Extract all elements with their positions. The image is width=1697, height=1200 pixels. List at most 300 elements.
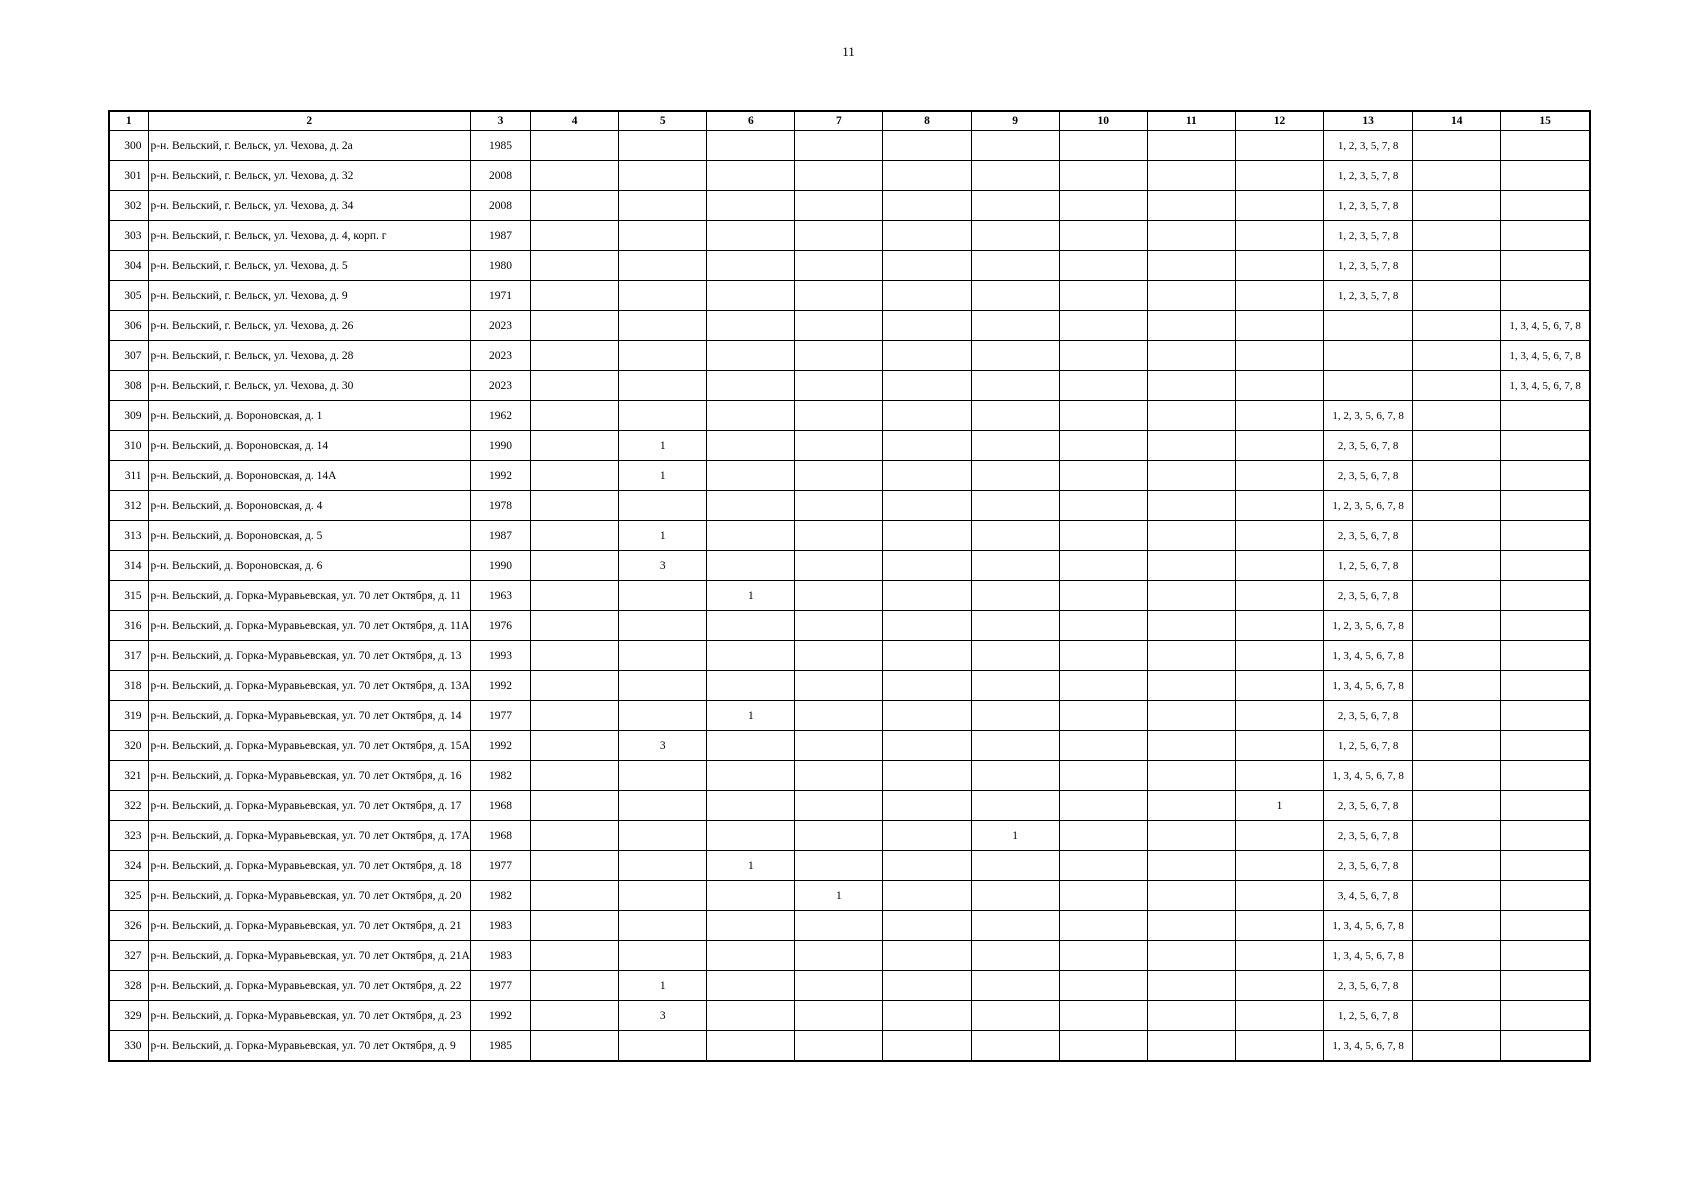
cell-year-built: 1983 [470,941,530,971]
cell-col-13: 1, 2, 3, 5, 6, 7, 8 [1324,401,1413,431]
cell-col-14 [1413,491,1501,521]
cell-col-5 [619,581,707,611]
cell-col-12 [1235,911,1323,941]
cell-col-9 [971,161,1059,191]
cell-col-6 [707,371,795,401]
cell-address: р-н. Вельский, д. Горка-Муравьевская, ул. 70 лет Октября, д. 20 [148,881,470,911]
cell-col-14 [1413,791,1501,821]
cell-col-6: 1 [707,851,795,881]
cell-col-13: 1, 2, 3, 5, 7, 8 [1324,161,1413,191]
column-header-5: 5 [619,111,707,131]
cell-col-10 [1059,521,1147,551]
cell-col-7 [795,851,883,881]
cell-row-number: 330 [109,1031,148,1062]
cell-col-9 [971,551,1059,581]
cell-col-11 [1147,401,1235,431]
table-row [109,761,1590,791]
cell-year-built: 1963 [470,581,530,611]
table-row [109,161,1590,191]
cell-year-built: 1968 [470,821,530,851]
cell-row-number: 303 [109,221,148,251]
cell-col-15 [1501,251,1590,281]
cell-col-8 [883,221,971,251]
cell-col-14 [1413,821,1501,851]
cell-col-5 [619,221,707,251]
page-number: 11 [842,44,855,59]
cell-year-built: 1962 [470,401,530,431]
cell-col-5 [619,251,707,281]
cell-col-14 [1413,551,1501,581]
cell-col-7 [795,311,883,341]
column-header-13: 13 [1324,111,1413,131]
cell-address: р-н. Вельский, г. Вельск, ул. Чехова, д. 4, корп. г [148,221,470,251]
cell-col-15 [1501,131,1590,161]
cell-col-13: 1, 2, 5, 6, 7, 8 [1324,731,1413,761]
cell-col-4 [531,1001,619,1031]
cell-col-5 [619,491,707,521]
column-header-11: 11 [1147,111,1235,131]
cell-row-number: 302 [109,191,148,221]
cell-col-9 [971,731,1059,761]
cell-col-7 [795,551,883,581]
cell-col-4 [531,1031,619,1062]
cell-col-7 [795,401,883,431]
cell-col-9 [971,191,1059,221]
cell-col-14 [1413,641,1501,671]
cell-col-15: 1, 3, 4, 5, 6, 7, 8 [1501,311,1590,341]
cell-col-13: 2, 3, 5, 6, 7, 8 [1324,461,1413,491]
cell-col-8 [883,431,971,461]
cell-col-9 [971,701,1059,731]
cell-col-15 [1501,851,1590,881]
cell-col-15: 1, 3, 4, 5, 6, 7, 8 [1501,371,1590,401]
cell-col-15 [1501,821,1590,851]
cell-col-10 [1059,731,1147,761]
cell-col-4 [531,821,619,851]
cell-col-10 [1059,401,1147,431]
cell-col-8 [883,821,971,851]
cell-col-14 [1413,341,1501,371]
cell-col-8 [883,851,971,881]
cell-year-built: 1982 [470,881,530,911]
cell-col-15 [1501,491,1590,521]
cell-address: р-н. Вельский, д. Горка-Муравьевская, ул. 70 лет Октября, д. 17 [148,791,470,821]
cell-col-6 [707,251,795,281]
cell-address: р-н. Вельский, д. Вороновская, д. 14 [148,431,470,461]
cell-col-5 [619,131,707,161]
cell-year-built: 1983 [470,911,530,941]
cell-col-6 [707,551,795,581]
cell-col-9 [971,461,1059,491]
cell-col-12 [1235,581,1323,611]
cell-col-13: 2, 3, 5, 6, 7, 8 [1324,701,1413,731]
cell-col-8 [883,881,971,911]
cell-col-11 [1147,911,1235,941]
cell-col-14 [1413,311,1501,341]
cell-col-15 [1501,281,1590,311]
cell-col-11 [1147,731,1235,761]
cell-col-6 [707,821,795,851]
cell-col-7 [795,791,883,821]
cell-col-14 [1413,1001,1501,1031]
cell-address: р-н. Вельский, д. Вороновская, д. 5 [148,521,470,551]
cell-col-10 [1059,761,1147,791]
cell-col-15 [1501,911,1590,941]
cell-col-11 [1147,341,1235,371]
cell-col-7 [795,281,883,311]
cell-col-4 [531,311,619,341]
table-row [109,641,1590,671]
cell-col-10 [1059,161,1147,191]
cell-col-6 [707,641,795,671]
cell-row-number: 326 [109,911,148,941]
cell-row-number: 315 [109,581,148,611]
cell-col-6 [707,791,795,821]
cell-col-9 [971,581,1059,611]
cell-col-10 [1059,1031,1147,1062]
cell-col-8 [883,671,971,701]
cell-col-6 [707,971,795,1001]
table-row [109,701,1590,731]
cell-col-11 [1147,971,1235,1001]
cell-col-4 [531,551,619,581]
cell-address: р-н. Вельский, д. Вороновская, д. 6 [148,551,470,581]
cell-col-6: 1 [707,581,795,611]
table-row [109,731,1590,761]
cell-col-14 [1413,941,1501,971]
cell-col-15 [1501,641,1590,671]
table-row [109,1001,1590,1031]
column-header-9: 9 [971,111,1059,131]
cell-year-built: 1993 [470,641,530,671]
cell-col-8 [883,941,971,971]
cell-col-10 [1059,581,1147,611]
cell-year-built: 1985 [470,1031,530,1062]
cell-col-13: 3, 4, 5, 6, 7, 8 [1324,881,1413,911]
cell-col-5 [619,941,707,971]
cell-col-10 [1059,191,1147,221]
cell-col-4 [531,761,619,791]
cell-row-number: 329 [109,1001,148,1031]
table-row [109,881,1590,911]
cell-address: р-н. Вельский, г. Вельск, ул. Чехова, д. 30 [148,371,470,401]
cell-col-14 [1413,431,1501,461]
cell-col-15 [1501,731,1590,761]
cell-col-9 [971,401,1059,431]
cell-col-7 [795,581,883,611]
cell-col-5: 1 [619,521,707,551]
cell-col-13: 1, 3, 4, 5, 6, 7, 8 [1324,1031,1413,1062]
cell-col-9 [971,1031,1059,1062]
cell-col-15 [1501,671,1590,701]
column-header-1: 1 [109,111,148,131]
cell-col-15 [1501,701,1590,731]
cell-col-13 [1324,311,1413,341]
cell-col-8 [883,371,971,401]
cell-address: р-н. Вельский, д. Горка-Муравьевская, ул. 70 лет Октября, д. 11А [148,611,470,641]
cell-col-14 [1413,131,1501,161]
cell-col-9 [971,761,1059,791]
cell-col-12 [1235,881,1323,911]
cell-row-number: 307 [109,341,148,371]
cell-col-7 [795,491,883,521]
cell-col-9 [971,131,1059,161]
cell-col-8 [883,131,971,161]
cell-year-built: 1976 [470,611,530,641]
cell-col-11 [1147,551,1235,581]
cell-col-10 [1059,1001,1147,1031]
cell-col-14 [1413,461,1501,491]
cell-row-number: 321 [109,761,148,791]
table-row [109,431,1590,461]
cell-col-10 [1059,911,1147,941]
cell-col-14 [1413,611,1501,641]
cell-col-6 [707,491,795,521]
cell-col-11 [1147,611,1235,641]
column-header-15: 15 [1501,111,1590,131]
cell-col-10 [1059,671,1147,701]
cell-address: р-н. Вельский, д. Горка-Муравьевская, ул. 70 лет Октября, д. 22 [148,971,470,1001]
cell-row-number: 305 [109,281,148,311]
cell-col-5 [619,311,707,341]
table-row [109,461,1590,491]
cell-col-14 [1413,671,1501,701]
cell-col-13: 2, 3, 5, 6, 7, 8 [1324,851,1413,881]
cell-col-5 [619,791,707,821]
cell-col-12 [1235,611,1323,641]
column-header-3: 3 [470,111,530,131]
cell-col-11 [1147,311,1235,341]
cell-col-8 [883,971,971,1001]
cell-col-13: 2, 3, 5, 6, 7, 8 [1324,431,1413,461]
cell-col-15 [1501,461,1590,491]
cell-row-number: 310 [109,431,148,461]
cell-col-12 [1235,821,1323,851]
cell-address: р-н. Вельский, д. Горка-Муравьевская, ул. 70 лет Октября, д. 13А [148,671,470,701]
cell-year-built: 2023 [470,341,530,371]
cell-col-14 [1413,1031,1501,1062]
cell-col-12 [1235,551,1323,581]
cell-col-5: 1 [619,431,707,461]
cell-col-15 [1501,221,1590,251]
cell-col-4 [531,491,619,521]
cell-col-4 [531,431,619,461]
cell-col-9 [971,881,1059,911]
cell-col-15 [1501,761,1590,791]
cell-col-13: 1, 2, 3, 5, 6, 7, 8 [1324,491,1413,521]
cell-col-5 [619,821,707,851]
cell-col-9 [971,311,1059,341]
column-header-4: 4 [531,111,619,131]
cell-col-12 [1235,221,1323,251]
cell-col-8 [883,1031,971,1062]
cell-col-10 [1059,431,1147,461]
cell-col-14 [1413,881,1501,911]
cell-col-7 [795,251,883,281]
cell-col-7 [795,1031,883,1062]
cell-col-11 [1147,581,1235,611]
cell-col-10 [1059,941,1147,971]
cell-col-10 [1059,461,1147,491]
cell-col-11 [1147,1031,1235,1062]
table-row [109,221,1590,251]
cell-col-7 [795,191,883,221]
cell-col-7 [795,971,883,1001]
cell-col-9 [971,431,1059,461]
table-row [109,341,1590,371]
cell-col-12 [1235,161,1323,191]
cell-col-5 [619,881,707,911]
cell-col-13: 1, 3, 4, 5, 6, 7, 8 [1324,671,1413,701]
cell-col-4 [531,701,619,731]
cell-col-5: 3 [619,551,707,581]
cell-col-4 [531,851,619,881]
cell-col-5 [619,161,707,191]
cell-col-13: 1, 2, 3, 5, 7, 8 [1324,131,1413,161]
table-row [109,371,1590,401]
cell-col-6 [707,401,795,431]
cell-col-6 [707,671,795,701]
cell-col-4 [531,881,619,911]
cell-address: р-н. Вельский, д. Горка-Муравьевская, ул. 70 лет Октября, д. 17А [148,821,470,851]
cell-row-number: 328 [109,971,148,1001]
table-body [109,131,1590,1062]
cell-address: р-н. Вельский, д. Горка-Муравьевская, ул. 70 лет Октября, д. 16 [148,761,470,791]
cell-col-10 [1059,881,1147,911]
cell-col-8 [883,281,971,311]
cell-col-4 [531,791,619,821]
cell-col-8 [883,731,971,761]
cell-col-7 [795,461,883,491]
cell-col-12 [1235,341,1323,371]
cell-row-number: 300 [109,131,148,161]
cell-year-built: 1990 [470,551,530,581]
table-row [109,581,1590,611]
cell-col-12 [1235,491,1323,521]
cell-col-6 [707,161,795,191]
column-header-10: 10 [1059,111,1147,131]
cell-col-9: 1 [971,821,1059,851]
cell-col-14 [1413,191,1501,221]
cell-year-built: 1968 [470,791,530,821]
cell-row-number: 319 [109,701,148,731]
cell-row-number: 304 [109,251,148,281]
cell-year-built: 1978 [470,491,530,521]
column-header-7: 7 [795,111,883,131]
cell-col-5 [619,851,707,881]
cell-col-12 [1235,701,1323,731]
cell-col-7 [795,701,883,731]
cell-col-9 [971,251,1059,281]
cell-row-number: 327 [109,941,148,971]
cell-year-built: 2008 [470,191,530,221]
cell-col-6 [707,431,795,461]
cell-col-14 [1413,701,1501,731]
cell-col-8 [883,461,971,491]
cell-address: р-н. Вельский, д. Горка-Муравьевская, ул. 70 лет Октября, д. 21 [148,911,470,941]
cell-col-13: 1, 2, 5, 6, 7, 8 [1324,1001,1413,1031]
cell-col-6 [707,281,795,311]
cell-col-4 [531,911,619,941]
cell-col-12 [1235,281,1323,311]
table-row [109,401,1590,431]
cell-col-7 [795,371,883,401]
cell-address: р-н. Вельский, д. Горка-Муравьевская, ул. 70 лет Октября, д. 15А [148,731,470,761]
cell-address: р-н. Вельский, г. Вельск, ул. Чехова, д. 9 [148,281,470,311]
cell-col-10 [1059,611,1147,641]
cell-col-11 [1147,521,1235,551]
cell-year-built: 2023 [470,311,530,341]
cell-row-number: 313 [109,521,148,551]
cell-col-12 [1235,671,1323,701]
cell-col-6 [707,221,795,251]
cell-col-14 [1413,221,1501,251]
cell-col-6 [707,881,795,911]
cell-year-built: 1992 [470,1001,530,1031]
cell-address: р-н. Вельский, г. Вельск, ул. Чехова, д. 26 [148,311,470,341]
cell-col-11 [1147,941,1235,971]
cell-col-4 [531,251,619,281]
cell-col-13: 2, 3, 5, 6, 7, 8 [1324,581,1413,611]
cell-col-14 [1413,971,1501,1001]
cell-year-built: 1971 [470,281,530,311]
cell-col-11 [1147,251,1235,281]
cell-col-10 [1059,281,1147,311]
cell-col-12 [1235,401,1323,431]
cell-col-10 [1059,311,1147,341]
column-header-14: 14 [1413,111,1501,131]
cell-address: р-н. Вельский, д. Горка-Муравьевская, ул. 70 лет Октября, д. 13 [148,641,470,671]
cell-col-8 [883,1001,971,1031]
cell-col-13: 1, 2, 3, 5, 7, 8 [1324,191,1413,221]
cell-col-13: 1, 2, 3, 5, 7, 8 [1324,281,1413,311]
cell-col-8 [883,491,971,521]
cell-col-15 [1501,1001,1590,1031]
cell-address: р-н. Вельский, г. Вельск, ул. Чехова, д. 32 [148,161,470,191]
cell-col-7 [795,431,883,461]
cell-col-11 [1147,671,1235,701]
cell-col-8 [883,581,971,611]
cell-col-13: 2, 3, 5, 6, 7, 8 [1324,791,1413,821]
cell-col-14 [1413,761,1501,791]
cell-row-number: 317 [109,641,148,671]
cell-col-11 [1147,131,1235,161]
cell-row-number: 311 [109,461,148,491]
cell-year-built: 1977 [470,851,530,881]
cell-col-12 [1235,521,1323,551]
cell-col-5: 1 [619,971,707,1001]
cell-col-11 [1147,281,1235,311]
cell-col-14 [1413,251,1501,281]
table-row [109,821,1590,851]
table-row [109,551,1590,581]
housing-register-table [108,110,1591,1062]
cell-col-5: 1 [619,461,707,491]
table-row [109,911,1590,941]
cell-col-7 [795,1001,883,1031]
cell-address: р-н. Вельский, г. Вельск, ул. Чехова, д. 28 [148,341,470,371]
cell-col-4 [531,641,619,671]
cell-address: р-н. Вельский, д. Горка-Муравьевская, ул. 70 лет Октября, д. 18 [148,851,470,881]
table-row [109,941,1590,971]
cell-col-4 [531,941,619,971]
cell-row-number: 325 [109,881,148,911]
cell-col-13 [1324,371,1413,401]
cell-col-8 [883,251,971,281]
table-row [109,191,1590,221]
table-row [109,791,1590,821]
table-row [109,971,1590,1001]
